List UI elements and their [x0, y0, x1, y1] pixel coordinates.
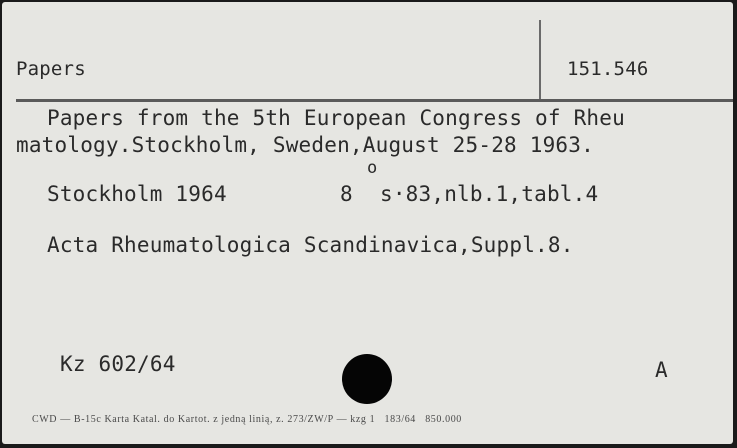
horizontal-rule — [16, 99, 733, 102]
collation: s·83,nlb.1,tabl.4 — [380, 182, 599, 206]
card-footer: CWD — B-15c Karta Katal. do Kartot. z jedną linią, z. 273/ZW/P — kzg 1 183/64 850.000 — [32, 414, 462, 425]
title-line-1: Papers from the 5th European Congress of Rheu — [47, 106, 625, 130]
series-statement: Acta Rheumatologica Scandinavica,Suppl.8. — [47, 233, 574, 257]
place-year: Stockholm 1964 — [47, 182, 227, 206]
catalog-card — [2, 2, 733, 444]
format-number: 8 — [340, 182, 353, 206]
heading-left: Papers — [16, 58, 86, 80]
format-superscript: o — [367, 158, 378, 178]
vertical-rule — [539, 20, 541, 102]
letter-mark: A — [655, 358, 668, 382]
shelf-mark: Kz 602/64 — [60, 352, 176, 376]
punch-hole — [342, 354, 392, 404]
title-line-2: matology.Stockholm, Sweden,August 25-28 1963. — [16, 133, 594, 157]
call-number: 151.546 — [567, 58, 649, 80]
